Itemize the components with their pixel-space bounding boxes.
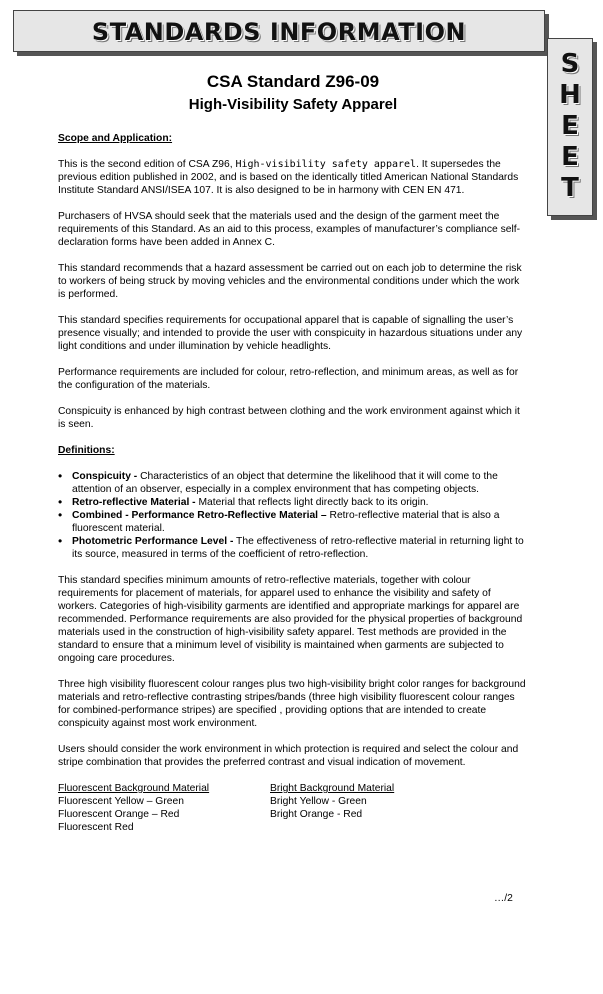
banner-title: STANDARDS INFORMATION — [91, 18, 467, 46]
scope-text-b: . It supersedes the previous edition published in 2002, and is based on the identically titled American National Standards Institute Standard ANSI/ISEA 107. It is also designed to be in harmony with CEN EN 471. — [58, 159, 519, 196]
standard-subtitle: High-Visibility Safety Apparel — [188, 96, 398, 113]
sheet-side-tab — [547, 38, 593, 216]
scope-text-standard-name: High-visibility safety apparel — [235, 159, 417, 170]
fluorescent-item: Fluorescent Red — [58, 822, 134, 833]
side-letter: S — [560, 49, 580, 79]
bright-item: Bright Yellow - Green — [270, 796, 367, 807]
side-letter: E — [561, 142, 579, 172]
bright-column — [270, 782, 470, 834]
conspicuity-paragraph: Conspicuity is enhanced by high contrast between clothing and the work environment against which it is seen. — [58, 406, 520, 430]
definition-text: Characteristics of an object that determine the likelihood that it will come to the attention of an observer, especially in a complex environment that has competing objects. — [72, 471, 498, 495]
definition-item — [72, 470, 528, 496]
fluorescent-item: Fluorescent Orange – Red — [58, 809, 180, 820]
minimum-amounts-paragraph: This standard specifies minimum amounts of retro-reflective materials, together with colour requirements for placement of materials, for apparel used to enhance the visibility and safety of workers. Categories of high-visibility garments are identified and appropriate markings for apparel are recommended. Performance requirements are also provided for the physical properties of background materials used in the construction of high-visibility safety apparel. Test methods are provided in the standard to ensure that a minimum level of visibility is maintained when garments are subjected to ongoing care procedures. — [58, 575, 523, 664]
requirements-paragraph: This standard specifies requirements for occupational apparel that is capable of signalling the user’s presence visually; and intended to provide the user with conspicuity in hazardous situations under any light conditions and under illumination by vehicle headlights. — [58, 315, 523, 352]
side-letter: H — [559, 80, 581, 110]
definition-term: Combined - Performance Retro-Reflective Material – — [72, 510, 327, 521]
definition-term: Retro-reflective Material - — [72, 497, 196, 508]
fluorescent-item: Fluorescent Yellow – Green — [58, 796, 184, 807]
definition-text: The effectiveness of retro-reflective material in returning light to its source, measured in terms of the coefficient of retro-reflection. — [72, 536, 524, 560]
fluorescent-heading: Fluorescent Background Material — [58, 783, 210, 794]
materials-table — [58, 782, 528, 834]
definition-item — [72, 535, 528, 561]
scope-text-a: This is the second edition of CSA Z96, — [58, 159, 236, 170]
definition-text: Material that reflects light directly back to its origin. — [195, 497, 429, 508]
definition-text: Retro-reflective material that is also a fluorescent material. — [72, 510, 500, 534]
definition-item — [72, 509, 528, 535]
definitions-list — [58, 470, 528, 561]
definition-term: Photometric Performance Level - — [72, 536, 234, 547]
definition-item — [72, 496, 528, 509]
document-body — [58, 72, 528, 834]
bright-heading: Bright Background Material — [270, 783, 395, 794]
standard-title: CSA Standard Z96-09 — [206, 72, 380, 91]
side-letter: T — [561, 173, 579, 203]
definition-term: Conspicuity - — [72, 471, 138, 482]
page-continuation: …/2 — [494, 893, 513, 904]
scope-paragraph — [58, 158, 528, 197]
bright-item: Bright Orange - Red — [270, 809, 363, 820]
colour-ranges-paragraph: Three high visibility fluorescent colour ranges plus two high-visibility bright color ranges for background materials and retro-reflective contrasting stripes/bands (three high visibility fluorescent colour ranges for combined-performance stripes) are specified , providing options that are intended to create conspicuity against most work environment. — [58, 679, 526, 729]
work-environment-paragraph: Users should consider the work environment in which protection is required and select the colour and stripe combination that provides the preferred contrast and visual indication of movement. — [58, 744, 519, 768]
fluorescent-column — [58, 782, 270, 834]
purchasers-paragraph: Purchasers of HVSA should seek that the materials used and the design of the garment meet the requirements of this Standard. As an aid to this process, examples of manufacturer’s compliance self-declaration forms have been added in Annex C. — [58, 211, 521, 248]
header-banner — [13, 10, 545, 52]
side-letter: E — [561, 111, 579, 141]
hazard-assessment-paragraph: This standard recommends that a hazard assessment be carried out on each job to determine the risk to workers of being struck by moving vehicles and the environmental conditions under which the work is performed. — [58, 263, 522, 300]
scope-heading: Scope and Application: — [58, 133, 173, 144]
definitions-heading: Definitions: — [58, 445, 115, 456]
performance-paragraph: Performance requirements are included for colour, retro-reflection, and minimum areas, as well as for the configuration of the materials. — [58, 367, 519, 391]
side-tab-letters — [548, 49, 592, 204]
